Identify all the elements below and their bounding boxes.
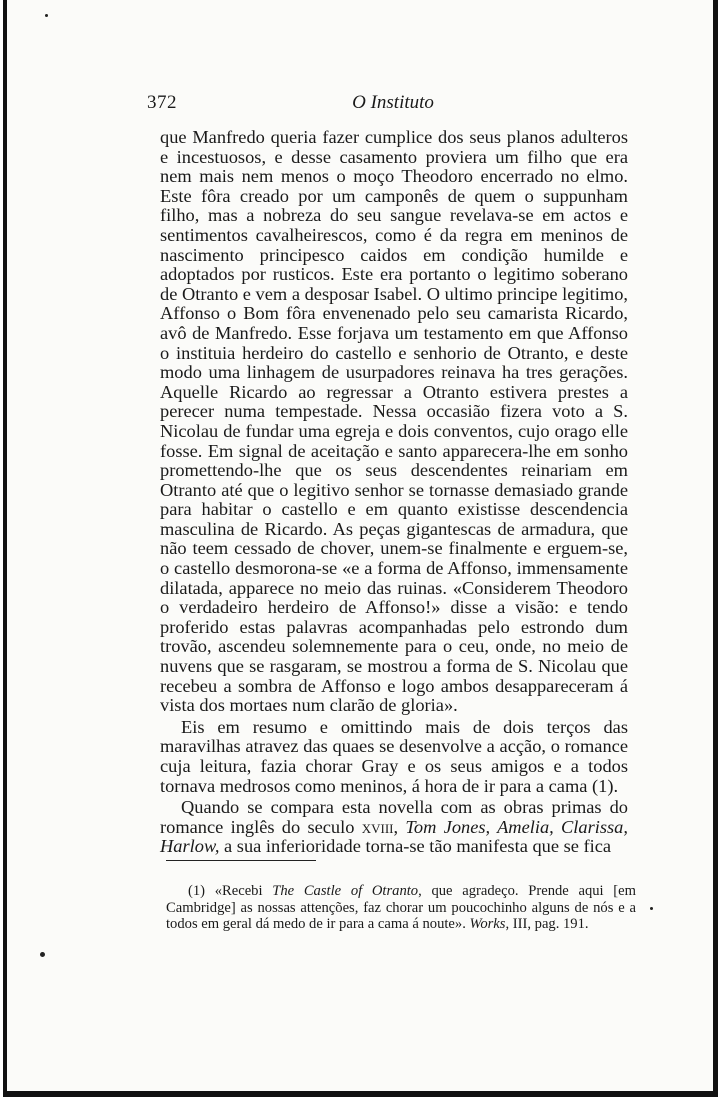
novel-titles: Tom Jones, Amelia, Clarissa, Harlow, xyxy=(160,816,628,857)
ink-speck xyxy=(650,907,653,910)
ink-speck xyxy=(40,952,45,957)
paragraph-2: Eis em resumo e omittindo mais de dois terços das maravilhas atravez das quaes se desenvolve a acção, o romance cuja leitura, fazia chorar Gray e os seus amigos e a todos tornava medrosos como meninos, á hora de ir para a cama (1). xyxy=(160,716,628,796)
paragraph-3-sep: , xyxy=(393,816,406,837)
footnote-book-title: The Castle of Otranto xyxy=(272,883,419,899)
footnote-citation: , III, pag. 191. xyxy=(505,916,589,932)
footnote xyxy=(166,883,636,933)
footnote-text xyxy=(166,883,636,933)
footnote-marker: (1) «Recebi xyxy=(188,883,273,899)
footnote-work: Works xyxy=(469,916,506,932)
paragraph-3 xyxy=(160,798,628,857)
paragraph-3-text-b: a sua inferioridade torna-se tão manifesta que se fica xyxy=(219,836,612,857)
paragraph-1: que Manfredo queria fazer cumplice dos seus planos adulteros e incestuosos, e desse casamento proviera um filho que era nem mais nem menos o moço Theodoro encerrado no elmo. Este fôra creado por um camponês de quem o suppunham filho, mas a nobreza do seu sangue revelava-se em actos e sentimentos cavalheirescos, como é da regra em meninos de nascimento principesco caidos em condição humilde e adoptados por rusticos. Este era portanto o legitimo soberano de Otranto e vem a desposar Isabel. O ultimo principe legitimo, Affonso o Bom fôra envenenado pelo seu camarista Ricardo, avô de Manfredo. Esse forjava um testamento em que Affonso o instituia herdeiro do castello e senhorio de Otranto, e deste modo uma linhagem de usurpadores reinava ha tres gerações. Aquelle Ricardo ao regressar a Otranto estivera prestes a perecer numa tempestade. Nessa occasião fizera voto a S. Nicolau de fundar uma egreja e dois conventos, cujo orago elle fosse. Em signal de aceitação e santo apparecera-lhe em sonho promettendo-lhe que os seus descendentes reinariam em Otranto até que o legitivo senhor se tornasse demasiado grande para habitar o castello e em quanto existisse descendencia masculina de Ricardo. As peças gigantescas de armadura, que não teem cessado de chover, unem-se finalmente e erguem-se, o castello desmorona-se «e a forma de Affonso, immensamente dilatada, apparece no meio das ruinas. «Considerem Theodoro o verdadeiro herdeiro de Affonso!» disse a visão: e tendo proferido estas palavras acompanhadas pelo estrondo dum trovão, ascendeu solemnemente para o ceu, onde, no meio de nuvens que se rasgaram, se mostrou a forma de S. Nicolau que recebeu a sombra de Affonso e logo ambos desappareceram á vista dos mortaes num clarão de gloria». xyxy=(160,127,628,716)
page-number: 372 xyxy=(147,92,177,113)
paragraph-3-text-a: Quando se compara esta novella com as obras primas do romance inglês do seculo xyxy=(160,797,628,837)
ink-speck xyxy=(45,14,48,17)
footnote-quote: , que agradeço. Prende aqui [em Cambridge] as nossas attenções, faz chorar um poucochinho alguns de nós e a todos em geral dá medo de ir para a cama á noute». xyxy=(166,883,636,932)
footnote-rule xyxy=(166,860,316,861)
running-title: O Instituto xyxy=(352,92,434,113)
body-text xyxy=(160,128,628,857)
century-numeral: xviii xyxy=(361,816,394,837)
